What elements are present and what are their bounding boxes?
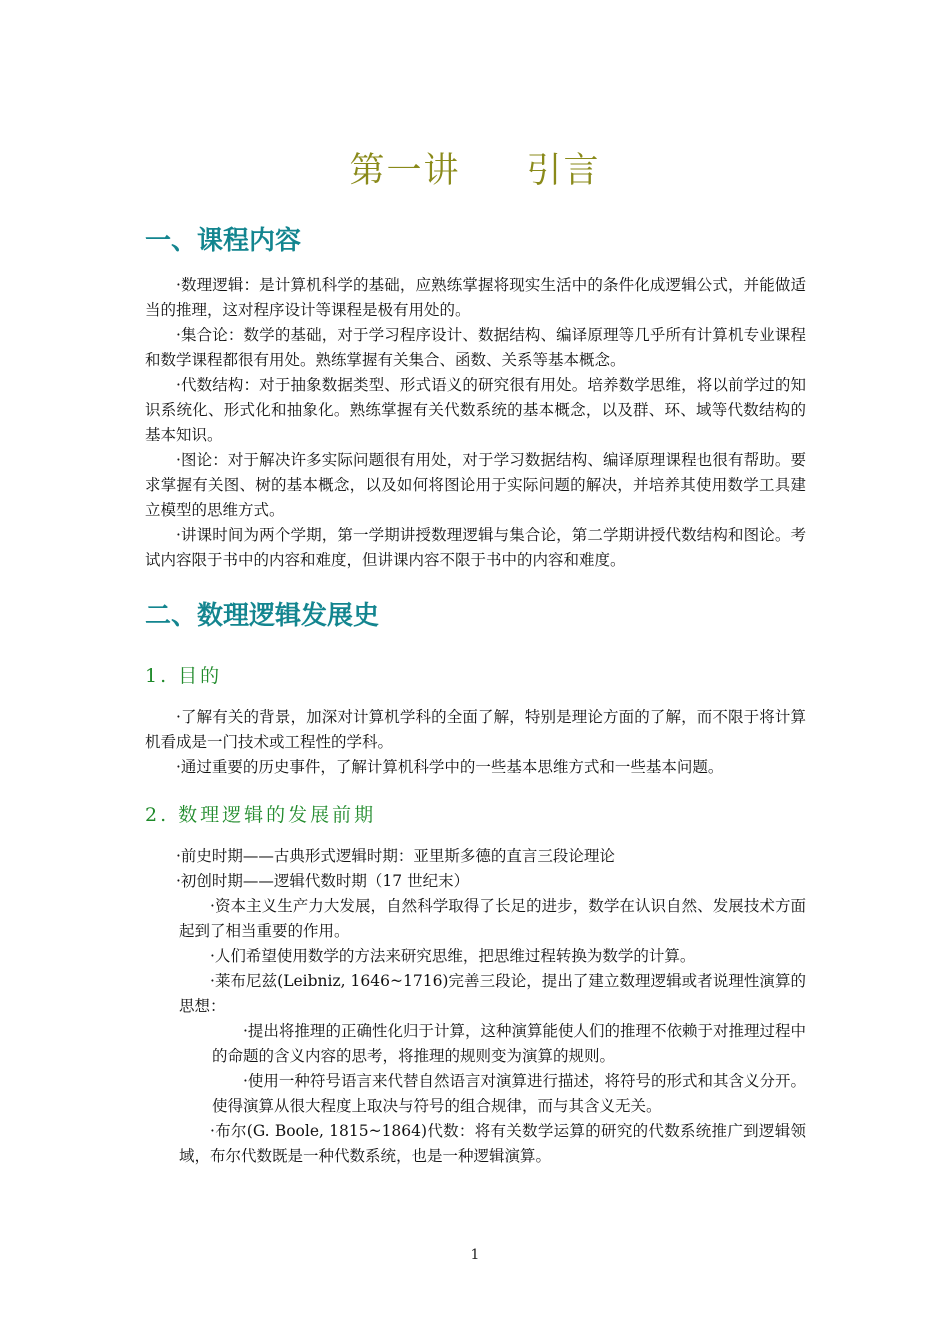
title-topic: 引言 — [526, 151, 601, 191]
paragraph: ·莱布尼兹(Leibniz, 1646~1716)完善三段论，提出了建立数理逻辑或者说理性演算的思想： — [179, 972, 806, 1015]
title-lecture: 第一讲 — [349, 151, 461, 191]
list-item: ·前史时期——古典形式逻辑时期：亚里斯多德的直言三段论理论 — [176, 847, 615, 865]
subsection2-level2-a — [179, 894, 806, 1019]
paragraph: ·使用一种符号语言来代替自然语言对演算进行描述，将符号的形式和其含义分开。使得演算从很大程度上取决与符号的组合规律，而与其含义无关。 — [212, 1072, 806, 1115]
paragraph: ·代数结构：对于抽象数据类型、形式语义的研究很有用处。培养数学思维，将以前学过的知识系统化、形式化和抽象化。熟练掌握有关代数系统的基本概念，以及群、环、域等代数结构的基本知识。 — [145, 376, 806, 444]
paragraph: ·通过重要的历史事件，了解计算机科学中的一些基本思维方式和一些基本问题。 — [176, 758, 724, 776]
paragraph: ·资本主义生产力大发展，自然科学取得了长足的进步，数学在认识自然、发展技术方面起到了相当重要的作用。 — [179, 897, 806, 940]
paragraph: ·了解有关的背景，加深对计算机学科的全面了解，特别是理论方面的了解，而不限于将计算机看成是一门技术或工程性的学科。 — [145, 708, 806, 751]
subsection2-level2-b — [179, 1119, 806, 1169]
page-title — [0, 146, 950, 196]
paragraph: ·图论：对于解决许多实际问题很有用处，对于学习数据结构、编译原理课程也很有帮助。要求掌握有关图、树的基本概念，以及如何将图论用于实际问题的解决，并培养其使用数学工具建立模型的思维方式。 — [145, 451, 806, 519]
subsection1-heading: 1. 目的 — [145, 665, 223, 687]
subsection2-heading: 2. 数理逻辑的发展前期 — [145, 804, 377, 826]
section1-heading: 一、课程内容 — [145, 226, 302, 256]
list-item: ·初创时期——逻辑代数时期（17 世纪末） — [176, 872, 470, 890]
section1-body — [145, 273, 806, 573]
subsection2-level3 — [212, 1019, 806, 1119]
paragraph: ·布尔(G. Boole, 1815~1864)代数：将有关数学运算的研究的代数系统推广到逻辑领域，布尔代数既是一种代数系统，也是一种逻辑演算。 — [179, 1122, 806, 1165]
paragraph: ·讲课时间为两个学期，第一学期讲授数理逻辑与集合论，第二学期讲授代数结构和图论。考试内容限于书中的内容和难度，但讲课内容不限于书中的内容和难度。 — [145, 526, 806, 569]
section2-heading: 二、数理逻辑发展史 — [145, 601, 380, 631]
page-number: 1 — [470, 1247, 480, 1263]
paragraph: ·人们希望使用数学的方法来研究思维，把思维过程转换为数学的计算。 — [210, 947, 696, 965]
subsection2-items — [145, 844, 806, 894]
paragraph: ·提出将推理的正确性化归于计算，这种演算能使人们的推理不依赖于对推理过程中的命题的含义内容的思考，将推理的规则变为演算的规则。 — [212, 1022, 806, 1065]
paragraph: ·数理逻辑：是计算机科学的基础，应熟练掌握将现实生活中的条件化成逻辑公式，并能做适当的推理，这对程序设计等课程是极有用处的。 — [145, 276, 806, 319]
paragraph: ·集合论：数学的基础，对于学习程序设计、数据结构、编译原理等几乎所有计算机专业课程和数学课程都很有用处。熟练掌握有关集合、函数、关系等基本概念。 — [145, 326, 806, 369]
subsection1-body — [145, 705, 806, 780]
